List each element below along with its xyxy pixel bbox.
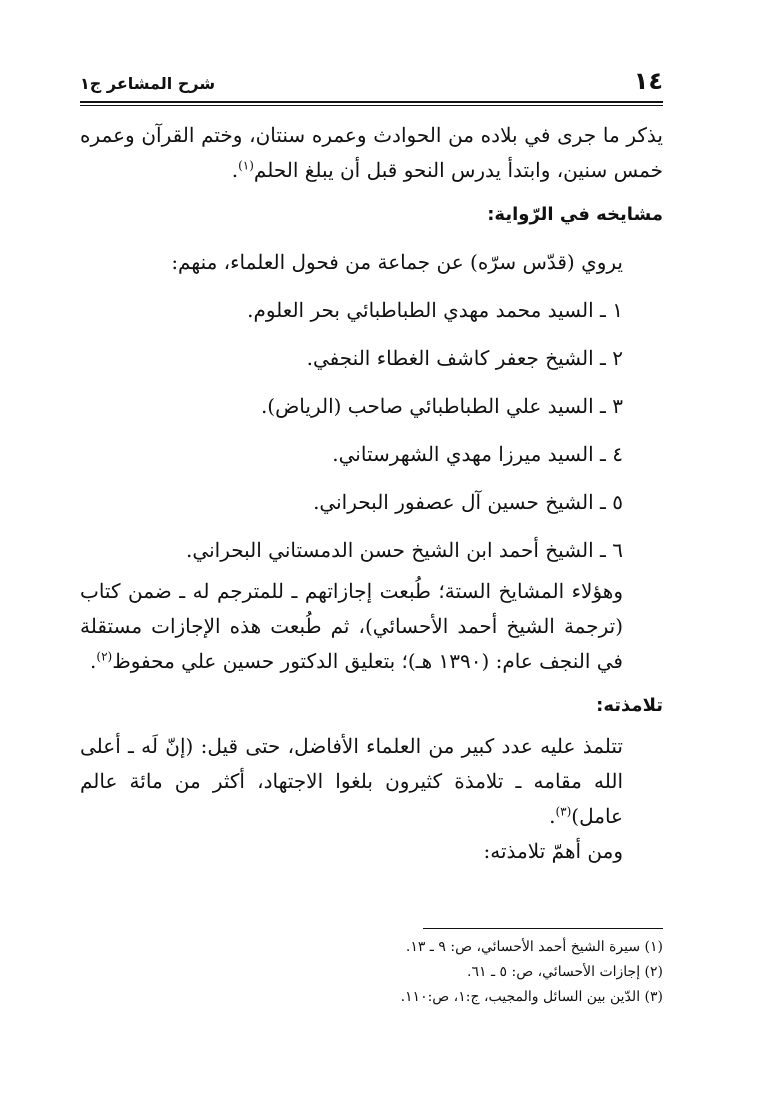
ijazat-paragraph [80, 574, 663, 679]
intro-text: يذكر ما جرى في بلاده من الحوادث وعمره سنتان، وختم القرآن وعمره خمس سنين، وابتدأ يدرس النحو قبل أن يبلغ الحلم [80, 123, 663, 182]
page-header [80, 60, 663, 100]
ijazat-text: وهؤلاء المشايخ الستة؛ طُبعت إجازاتهم ـ للمترجم له ـ ضمن كتاب (ترجمة الشيخ أحمد الأحسائي)، ثم طُبعت هذه الإجازات مستقلة في النجف عام: (١٣٩٠ هـ)؛ بتعليق الدكتور حسين علي محفوظ [80, 579, 623, 673]
intro-paragraph [80, 118, 663, 188]
list-item: ٤ ـ السيد ميرزا مهدي الشهرستاني. [332, 442, 623, 466]
footnote: (٣) الدّين بين السائل والمجيب، ج:١، ص:١١٠. [400, 989, 663, 1005]
section-heading-teachers: مشايخه في الرّواية: [487, 204, 663, 225]
teachers-lead: يروي (قدّس سرّه) عن جماعة من فحول العلماء، منهم: [171, 250, 623, 274]
students-end: . [549, 804, 556, 828]
footnote-ref-3: (٣) [555, 804, 572, 819]
ijazat-end: . [90, 649, 97, 673]
footnote-rule [423, 928, 663, 929]
students-paragraph [80, 729, 663, 834]
header-rule [80, 101, 663, 106]
intro-end: . [231, 158, 239, 182]
teachers-list [80, 286, 663, 574]
list-item: ٣ ـ السيد علي الطباطبائي صاحب (الرياض). [260, 394, 623, 418]
list-item: ٥ ـ الشيخ حسين آل عصفور البحراني. [313, 490, 623, 514]
students-text: تتلمذ عليه عدد كبير من العلماء الأفاضل، حتى قيل: (إنّ لَه ـ أعلى الله مقامه ـ تلامذة كثيرون بلغوا الاجتهاد، أكثر من مائة عالم عامل) [80, 734, 623, 828]
footnote-ref-1: (١) [238, 158, 254, 173]
footnotes [80, 935, 663, 1010]
footnote: (١) سيرة الشيخ أحمد الأحسائي، ص: ٩ ـ ١٣. [405, 939, 663, 955]
running-title: شرح المشاعر ج١ [80, 74, 216, 93]
list-item: ٦ ـ الشيخ أحمد ابن الشيخ حسن الدمستاني البحراني. [186, 538, 623, 562]
page-number: ١٤ [633, 67, 663, 95]
list-item: ٢ ـ الشيخ جعفر كاشف الغطاء النجفي. [306, 346, 623, 370]
students-lead: ومن أهمّ تلامذته: [483, 839, 623, 863]
section-heading-students: تلامذته: [596, 695, 663, 716]
page-body [80, 118, 663, 869]
list-item: ١ ـ السيد محمد مهدي الطباطبائي بحر العلوم. [247, 298, 623, 322]
footnote: (٢) إجازات الأحسائي، ص: ٥ ـ ٦١. [467, 964, 663, 980]
footnote-ref-2: (٢) [96, 649, 113, 664]
